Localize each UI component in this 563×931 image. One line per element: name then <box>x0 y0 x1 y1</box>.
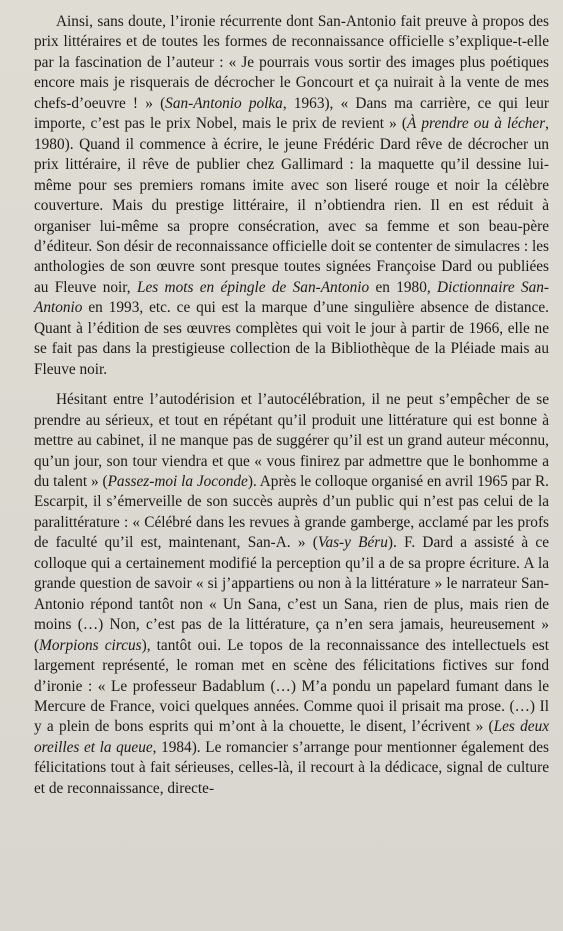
paragraph-1-text: en 1993, etc. ce qui est la marque d’une singulière absence de distance. Quant à l’édition de ses œuvres complètes qui voit le jour à partir de 1966, elle ne se fait pas dans la prestigieuse collection de la Bibliothèque de la Pléiade mais au Fleuve noir. <box>34 299 549 378</box>
work-title-san-antonio-polka: San-Antonio polka <box>165 94 283 112</box>
paragraph-1-text: , 1980). Quand il commence à écrire, le jeune Frédéric Dard rêve de décrocher un prix littéraire, il rêve de publier chez Gallimard : la maquette qu’il dessine lui-même pour ses premiers romans imite avec son liseré rouge et noir la célèbre couverture. Mais du prestige littéraire, il n’obtiendra rien. Il en est réduit à organiser lui-même sa propre consécration, avec sa femme et son beau-père d’éditeur. Son désir de reconnaissance officielle doit se contenter de simulacres : les anthologies de son œuvre sont presque toutes signées Françoise Dard ou publiées au Fleuve noir, <box>34 115 549 296</box>
work-title-les-mots-en-epingle: Les mots en épingle de San-Antonio <box>136 278 370 296</box>
work-title-vas-y-beru: Vas-y Béru <box>317 534 388 552</box>
work-title-dictionnaire-san-antonio: Dictionnaire San-Antonio <box>34 278 549 317</box>
work-title-morpions-circus: Morpions circus <box>39 636 142 654</box>
paragraph-2-text: ), tantôt oui. Le topos de la reconnaissance des intellectuels est largement représenté, le roman met en scène des félicitations fictives sur fond d’ironie : « Le professeur Badablum (…) M’a pondu un papelard fumant dans le Mercure de France, voici quelques années. Comme quoi il prisait ma prose. (…) Il y a plein de bons esprits qui m’ont à la chouette, le disent, l’écrivent » ( <box>34 636 550 736</box>
work-title-passez-moi-la-joconde: Passez-moi la Joconde <box>107 472 248 490</box>
paragraph-1 <box>34 12 549 380</box>
paragraph-1-text: en 1980, <box>369 278 438 296</box>
work-title-les-deux-oreilles: Les deux oreilles et la queue <box>34 718 550 756</box>
paragraph-2 <box>34 390 549 799</box>
paragraph-1-text: , 1963), « Dans ma carrière, ce qui leur importe, c’est pas le prix Nobel, mais le prix de revient » ( <box>34 94 549 133</box>
paragraph-2-text: , 1984). Le romancier s’arrange pour mentionner également des félicitations tout à fait sérieuses, celles-là, il recourt à la dédicace, signal de culture et de reconnaissance, directe- <box>34 738 549 797</box>
work-title-a-prendre-ou-a-lecher: À prendre ou à lécher <box>406 115 546 133</box>
paragraph-2-text: ). Après le colloque organisé en avril 1965 par R. Escarpit, il s’émerveille de son succès auprès d’un public qui n’est pas celui de la paralittérature : « Célébré dans les revues à grande gamberge, acclamé par les profs de faculté qu’il est, maintenant, San-A. » ( <box>34 472 549 552</box>
paragraph-1-text: Ainsi, sans doute, l’ironie récurrente dont San-Antonio fait preuve à propos des prix littéraires et de toutes les formes de reconnaissance officielle s’explique-t-elle par la fascination de l’auteur : « Je pourrais vous sortir des images plus poétiques encore mais je risquerais de décrocher le Goncourt et ça nuirait à la vente de mes chefs-d’oeuvre ! » ( <box>34 13 549 112</box>
paragraph-2-text: ). F. Dard a assisté à ce colloque qui a certainement modifié la perception qu’il a de sa propre écriture. A la grande question de savoir « si j’appartiens ou non à la littérature » le narrateur San-Antonio répond tantôt non « Un Sana, c’est un Sana, rien de plus, mais rien de moins (…) Non, c’est pas de la littérature, ça n’en sera jamais, heureusement » ( <box>34 534 549 654</box>
paragraph-2-text: Hésitant entre l’autodérision et l’autocélébration, il ne peut s’empêcher de se prendre au sérieux, et tout en répétant qu’il produit une littérature qui est bonne à mettre au cabinet, il ne manque pas de suggérer qu’il est un grand auteur méconnu, qu’un jour, son tour viendra et que « vous finirez par admettre que le bonhomme a du talent » ( <box>34 391 549 490</box>
